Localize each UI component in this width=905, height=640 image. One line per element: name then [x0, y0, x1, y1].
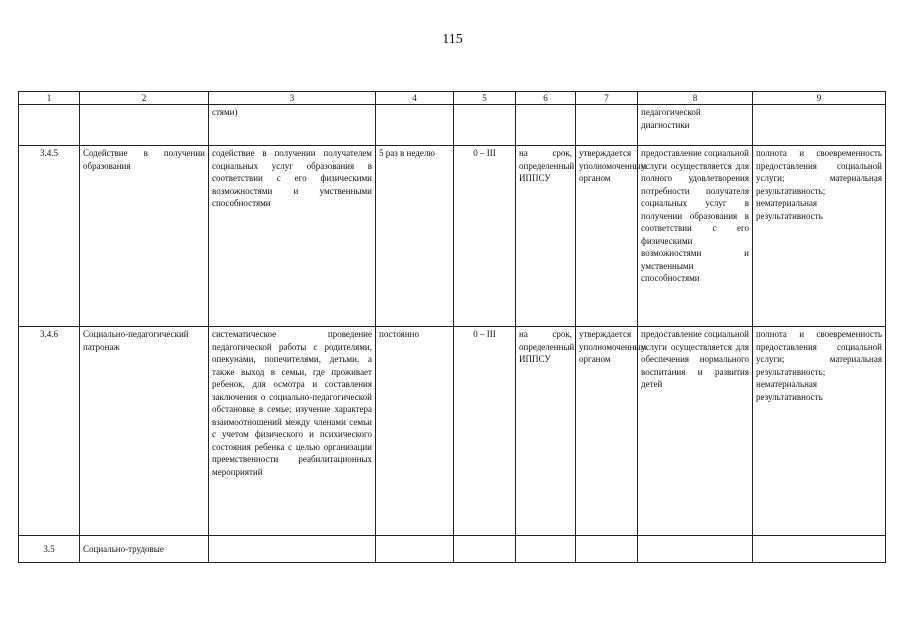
section-number: 3.5 [19, 536, 80, 563]
cell [576, 105, 638, 146]
service-approval: утверждается уполномоченным органом [576, 327, 638, 536]
service-approval: утверждается уполномоченным органом [576, 146, 638, 327]
services-table [18, 91, 886, 563]
column-header: 9 [753, 92, 886, 105]
cell [19, 105, 80, 146]
continuation-row [19, 105, 886, 146]
column-header: 3 [209, 92, 376, 105]
service-name: Социально-педагогический патронаж [80, 327, 209, 536]
service-term: на срок, определенный ИППСУ [516, 327, 576, 536]
cell [516, 536, 576, 563]
service-name: Содействие в получении образования [80, 146, 209, 327]
service-quality: полнота и своевременность предоставления социальной услуги; материальная результативность; нематериальная результативность [753, 327, 886, 536]
service-content: систематическое проведение педагогической работы с родителями, опекунами, попечителями, детьми, а также выход в семьи, где проживает ребенок, для осмотра и составления заключения о социально-педагогической обстановке в семье; изучение характера взаимоотношений между членами семьи с учетом физического и психического состояния ребенка с целью организации преемственности реабилитационных мероприятий [209, 327, 376, 536]
cell: стями) [209, 105, 376, 146]
service-number: 3.4.5 [19, 146, 80, 327]
service-frequency: 5 раз в неделю [376, 146, 454, 327]
cell [376, 536, 454, 563]
column-header: 1 [19, 92, 80, 105]
cell [753, 105, 886, 146]
column-header: 4 [376, 92, 454, 105]
service-groups: 0 – III [454, 327, 516, 536]
cell [753, 536, 886, 563]
cell [576, 536, 638, 563]
service-conditions: предоставление социальной услуги осуществляется для полного удовлетворения потребности получателя социальных услуг в получении образования в соответствии с его физическими возможностями и умственными способностями [638, 146, 753, 327]
column-header: 2 [80, 92, 209, 105]
service-quality: полнота и своевременность предоставления социальной услуги; материальная результативность; нематериальная результативность [753, 146, 886, 327]
section-row [19, 536, 886, 563]
table-row [19, 327, 886, 536]
service-frequency: постоянно [376, 327, 454, 536]
column-number-row [19, 92, 886, 105]
service-number: 3.4.6 [19, 327, 80, 536]
service-groups: 0 – III [454, 146, 516, 327]
column-header: 7 [576, 92, 638, 105]
cell [376, 105, 454, 146]
column-header: 8 [638, 92, 753, 105]
service-term: на срок, определенный ИППСУ [516, 146, 576, 327]
cell [209, 536, 376, 563]
page-number: 115 [442, 32, 463, 47]
section-name: Социально-трудовые [80, 536, 209, 563]
cell: педагогической диагностики [638, 105, 753, 146]
column-header: 5 [454, 92, 516, 105]
column-header: 6 [516, 92, 576, 105]
cell [638, 536, 753, 563]
cell [516, 105, 576, 146]
cell [454, 536, 516, 563]
table-row [19, 146, 886, 327]
cell [80, 105, 209, 146]
service-conditions: предоставление социальной услуги осуществляется для обеспечения нормального воспитания и развития детей [638, 327, 753, 536]
service-content: содействие в получении получателем социальных услуг образования в соответствии с его физическими возможностями и умственными способностями [209, 146, 376, 327]
cell [454, 105, 516, 146]
